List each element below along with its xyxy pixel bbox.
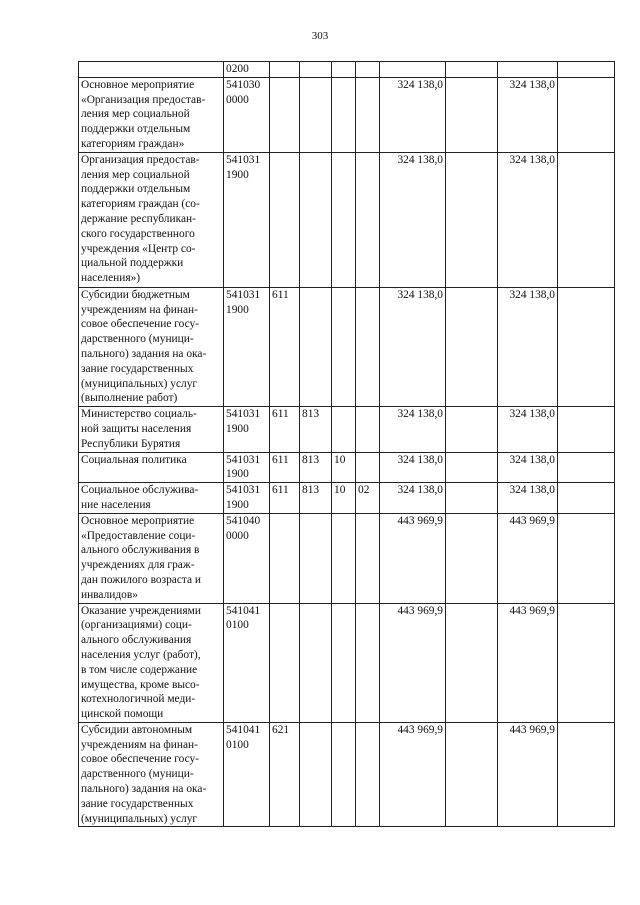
amount-cell: 443 969,9 [498, 603, 558, 722]
amount-cell: 443 969,9 [380, 722, 446, 827]
row-name-cell: Субсидии автономным учреждениям на финан- совое обеспечение госу- дарственного (муници- пального) задания на ока- зание государственных (муниципальных) услуг [79, 722, 224, 827]
amount-cell [558, 722, 615, 827]
table-row [79, 287, 615, 406]
budget-table-body [79, 62, 615, 827]
section-code-cell [332, 77, 356, 152]
row-name-cell: Министерство социаль- ной защиты населения Республики Бурятия [79, 407, 224, 452]
amount-cell [446, 152, 498, 287]
expense-type-code-cell [270, 77, 300, 152]
row-name-cell: Социальное обслужива- ние населения [79, 483, 224, 514]
amount-cell [558, 513, 615, 603]
amount-cell [446, 77, 498, 152]
subsection-code-cell [356, 152, 380, 287]
ministry-code-cell [300, 152, 332, 287]
ministry-code-cell [300, 603, 332, 722]
expense-type-code-cell [270, 603, 300, 722]
row-name-cell: Оказание учреждениями (организациями) соци- ального обслуживания населения услуг (работ), в том числе содержание имущества, кроме высо- котехнологичной меди- цинской помощи [79, 603, 224, 722]
amount-cell [498, 62, 558, 78]
table-row [79, 513, 615, 603]
amount-cell: 324 138,0 [498, 407, 558, 452]
amount-cell: 324 138,0 [380, 287, 446, 406]
target-article-code-cell: 541031 1900 [224, 452, 270, 483]
amount-cell [446, 287, 498, 406]
table-row [79, 483, 615, 514]
amount-cell [446, 513, 498, 603]
section-code-cell [332, 62, 356, 78]
amount-cell: 324 138,0 [498, 483, 558, 514]
table-row [79, 603, 615, 722]
amount-cell [446, 603, 498, 722]
ministry-code-cell [300, 722, 332, 827]
section-code-cell [332, 722, 356, 827]
ministry-code-cell: 813 [300, 483, 332, 514]
amount-cell: 324 138,0 [380, 152, 446, 287]
amount-cell: 324 138,0 [380, 483, 446, 514]
ministry-code-cell [300, 513, 332, 603]
ministry-code-cell: 813 [300, 452, 332, 483]
amount-cell: 324 138,0 [498, 287, 558, 406]
amount-cell: 443 969,9 [498, 513, 558, 603]
subsection-code-cell [356, 513, 380, 603]
table-row [79, 407, 615, 452]
row-name-cell: Основное мероприятие «Организация предостав- ления мер социальной поддержки отдельным категориям граждан» [79, 77, 224, 152]
amount-cell [558, 483, 615, 514]
amount-cell: 324 138,0 [498, 77, 558, 152]
subsection-code-cell: 02 [356, 483, 380, 514]
section-code-cell [332, 513, 356, 603]
ministry-code-cell [300, 62, 332, 78]
amount-cell: 443 969,9 [498, 722, 558, 827]
section-code-cell: 10 [332, 483, 356, 514]
expense-type-code-cell [270, 513, 300, 603]
amount-cell [558, 77, 615, 152]
amount-cell: 443 969,9 [380, 513, 446, 603]
amount-cell [558, 452, 615, 483]
amount-cell [558, 603, 615, 722]
amount-cell: 324 138,0 [380, 407, 446, 452]
budget-table [78, 61, 615, 827]
amount-cell [446, 483, 498, 514]
row-name-cell [79, 62, 224, 78]
page-number: 303 [311, 30, 329, 42]
section-code-cell [332, 287, 356, 406]
table-row [79, 452, 615, 483]
amount-cell [558, 287, 615, 406]
table-row [79, 722, 615, 827]
row-name-cell: Основное мероприятие «Предоставление соци- ального обслуживания в учреждениях для граж- дан пожилого возраста и инвалидов» [79, 513, 224, 603]
expense-type-code-cell: 611 [270, 483, 300, 514]
section-code-cell [332, 407, 356, 452]
amount-cell: 324 138,0 [380, 77, 446, 152]
table-row [79, 62, 615, 78]
expense-type-code-cell [270, 62, 300, 78]
target-article-code-cell: 541031 1900 [224, 483, 270, 514]
section-code-cell: 10 [332, 452, 356, 483]
amount-cell [380, 62, 446, 78]
amount-cell: 324 138,0 [380, 452, 446, 483]
subsection-code-cell [356, 62, 380, 78]
amount-cell: 443 969,9 [380, 603, 446, 722]
amount-cell [558, 152, 615, 287]
target-article-code-cell: 541040 0000 [224, 513, 270, 603]
amount-cell [446, 62, 498, 78]
amount-cell [446, 452, 498, 483]
target-article-code-cell: 541031 1900 [224, 287, 270, 406]
amount-cell [558, 62, 615, 78]
amount-cell: 324 138,0 [498, 452, 558, 483]
amount-cell [446, 722, 498, 827]
row-name-cell: Субсидии бюджетным учреждениям на финан- совое обеспечение госу- дарственного (муници- пального) задания на ока- зание государственных (муниципальных) услуг (выполнение работ) [79, 287, 224, 406]
row-name-cell: Социальная политика [79, 452, 224, 483]
table-row [79, 152, 615, 287]
subsection-code-cell [356, 722, 380, 827]
row-name-cell: Организация предостав- ления мер социальной поддержки отдельным категориям граждан (со- держание республикан- ского государственного учреждения «Центр со- циальной поддержки населения») [79, 152, 224, 287]
expense-type-code-cell: 611 [270, 452, 300, 483]
amount-cell [446, 407, 498, 452]
expense-type-code-cell: 611 [270, 287, 300, 406]
ministry-code-cell: 813 [300, 407, 332, 452]
target-article-code-cell: 541041 0100 [224, 722, 270, 827]
target-article-code-cell: 541031 1900 [224, 152, 270, 287]
target-article-code-cell: 0200 [224, 62, 270, 78]
amount-cell [558, 407, 615, 452]
expense-type-code-cell [270, 152, 300, 287]
subsection-code-cell [356, 77, 380, 152]
subsection-code-cell [356, 407, 380, 452]
expense-type-code-cell: 611 [270, 407, 300, 452]
target-article-code-cell: 541031 1900 [224, 407, 270, 452]
subsection-code-cell [356, 603, 380, 722]
expense-type-code-cell: 621 [270, 722, 300, 827]
target-article-code-cell: 541041 0100 [224, 603, 270, 722]
table-row [79, 77, 615, 152]
ministry-code-cell [300, 77, 332, 152]
section-code-cell [332, 152, 356, 287]
subsection-code-cell [356, 452, 380, 483]
ministry-code-cell [300, 287, 332, 406]
target-article-code-cell: 541030 0000 [224, 77, 270, 152]
subsection-code-cell [356, 287, 380, 406]
section-code-cell [332, 603, 356, 722]
amount-cell: 324 138,0 [498, 152, 558, 287]
